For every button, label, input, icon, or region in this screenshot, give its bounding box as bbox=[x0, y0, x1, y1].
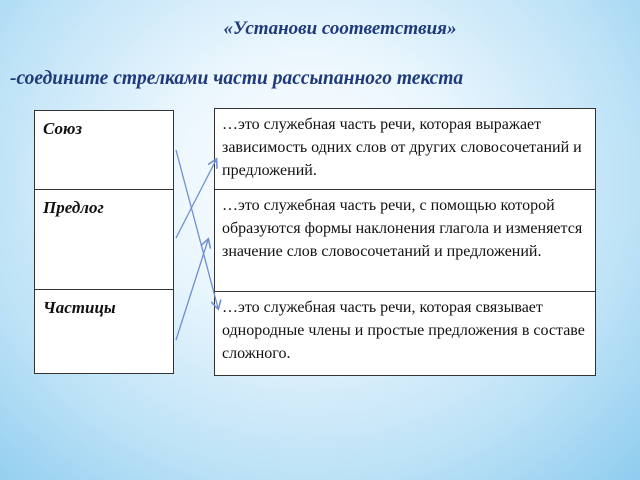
arrow-soyuz-to-def3[interactable] bbox=[176, 150, 218, 308]
definition-2[interactable]: …это служебная часть речи, с помощью которой образуются формы наклонения глагола и изменяется значение слов словосочетаний и предложений. bbox=[215, 189, 595, 291]
definition-3[interactable]: …это служебная часть речи, которая связывает однородные члены и простые предложения в составе сложного. bbox=[215, 291, 595, 377]
term-soyuz[interactable]: Союз bbox=[43, 119, 82, 138]
term-chastitsy[interactable]: Частицы bbox=[35, 289, 173, 375]
definition-1[interactable]: …это служебная часть речи, которая выражает зависимость одних слов от других словосочетаний и предложений. bbox=[222, 116, 582, 179]
arrow-predlog-to-def1[interactable] bbox=[176, 160, 216, 238]
arrow-chastitsy-to-def2[interactable] bbox=[176, 240, 208, 340]
terms-table bbox=[34, 110, 174, 374]
definitions-table bbox=[214, 108, 596, 376]
slide-title: «Установи соответствия» bbox=[223, 18, 457, 39]
term-predlog[interactable]: Предлог bbox=[35, 189, 173, 289]
instruction-text: -соедините стрелками части рассыпанного текста bbox=[10, 68, 464, 89]
